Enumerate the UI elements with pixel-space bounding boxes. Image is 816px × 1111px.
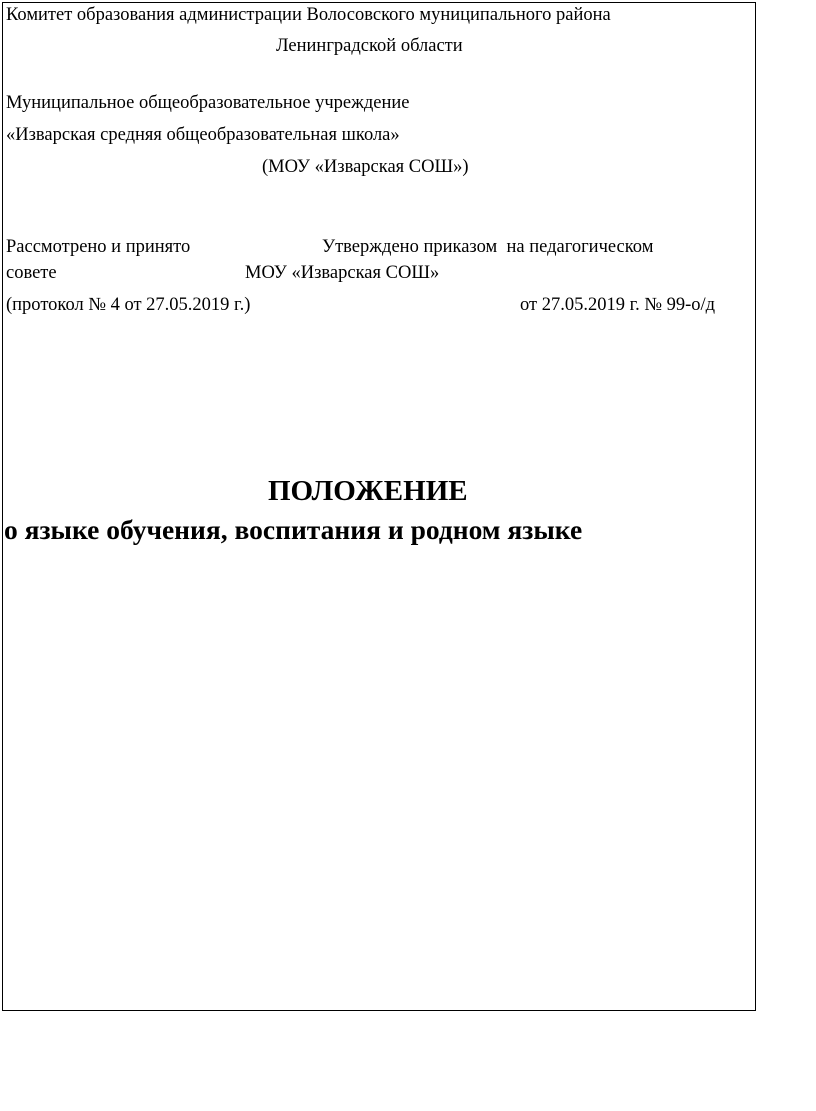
document-title: ПОЛОЖЕНИЕ bbox=[268, 475, 468, 507]
order-text: от 27.05.2019 г. № 99-о/д bbox=[520, 295, 716, 315]
institution-name-text: «Изварская средняя общеобразовательная школа» bbox=[6, 125, 400, 145]
considered-text: Рассмотрено и принято bbox=[6, 237, 191, 257]
region-text: Ленинградской области bbox=[276, 36, 463, 56]
approved-text: Утверждено приказом на педагогическом bbox=[322, 237, 654, 257]
committee-text: Комитет образования администрации Волосовского муниципального района bbox=[6, 5, 611, 25]
approved-by-text: МОУ «Изварская СОШ» bbox=[245, 263, 440, 283]
institution-short-name-text: (МОУ «Изварская СОШ») bbox=[262, 157, 469, 177]
council-text: совете bbox=[6, 263, 57, 283]
protocol-text: (протокол № 4 от 27.05.2019 г.) bbox=[6, 295, 251, 315]
document-subtitle: о языке обучения, воспитания и родном языке bbox=[4, 514, 583, 545]
institution-type-text: Муниципальное общеобразовательное учреждение bbox=[6, 93, 410, 113]
